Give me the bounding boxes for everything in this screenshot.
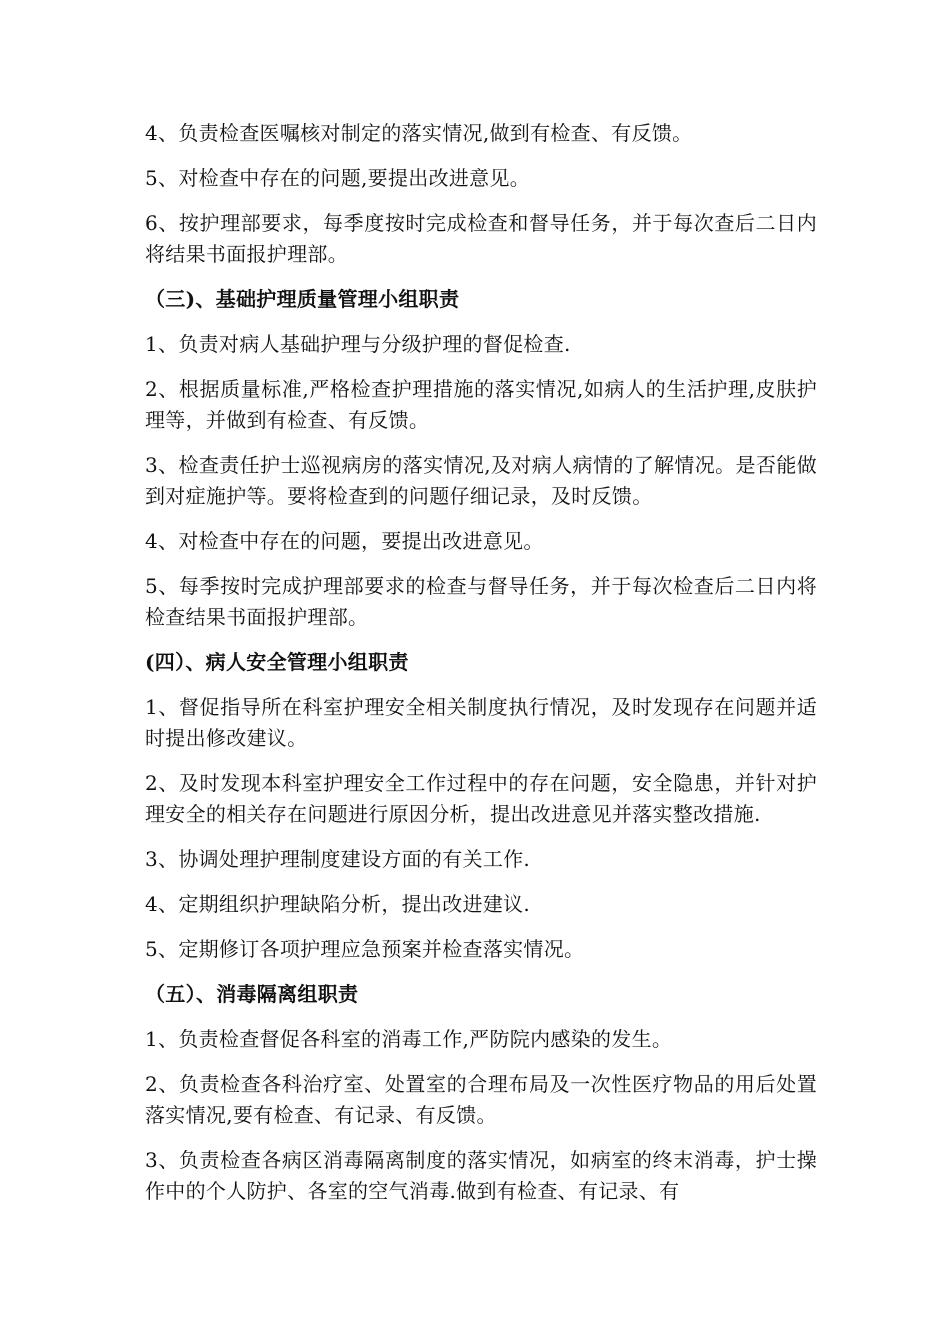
- paragraph: 4、负责检查医嘱核对制定的落实情况,做到有检查、有反馈。: [145, 121, 693, 145]
- paragraph: 3、负责检查各病区消毒隔离制度的落实情况，如病室的终末消毒，护士操作中的个人防护、各室的空气消毒.做到有检查、有记录、有: [145, 1148, 817, 1203]
- paragraph: 1、负责检查督促各科室的消毒工作,严防院内感染的发生。: [145, 1027, 673, 1051]
- paragraph: 4、定期组织护理缺陷分析，提出改进建议.: [145, 892, 531, 916]
- section-heading: （三)、基础护理质量管理小组职责: [145, 287, 460, 311]
- paragraph: 5、定期修订各项护理应急预案并检查落实情况。: [145, 937, 585, 961]
- paragraph: 4、对检查中存在的问题，要提出改进意见。: [145, 529, 544, 553]
- paragraph: 1、负责对病人基础护理与分级护理的督促检查.: [145, 332, 571, 356]
- paragraph: 5、每季按时完成护理部要求的检查与督导任务，并于每次检查后二日内将检查结果书面报护理部。: [145, 574, 817, 629]
- document-body: [145, 118, 817, 1221]
- paragraph: 3、检查责任护士巡视病房的落实情况,及对病人病情的了解情况。是否能做到对症施护等。要将检查到的问题仔细记录，及时反馈。: [145, 453, 817, 508]
- paragraph: 3、协调处理护理制度建设方面的有关工作.: [145, 847, 531, 871]
- paragraph: 2、负责检查各科治疗室、处置室的合理布局及一次性医疗物品的用后处置落实情况,要有检查、有记录、有反馈。: [145, 1072, 817, 1127]
- section-heading: （五）、消毒隔离组职责: [145, 982, 359, 1006]
- paragraph: 6、按护理部要求，每季度按时完成检查和督导任务，并于每次查后二日内将结果书面报护理部。: [145, 211, 817, 266]
- section-heading: (四）、病人安全管理小组职责: [145, 650, 409, 674]
- paragraph: 2、根据质量标准,严格检查护理措施的落实情况,如病人的生活护理,皮肤护理等，并做到有检查、有反馈。: [145, 377, 817, 432]
- paragraph: 1、督促指导所在科室护理安全相关制度执行情况，及时发现存在问题并适时提出修改建议。: [145, 695, 817, 750]
- paragraph: 2、及时发现本科室护理安全工作过程中的存在问题，安全隐患，并针对护理安全的相关存在问题进行原因分析，提出改进意见并落实整改措施.: [145, 771, 817, 826]
- paragraph: 5、对检查中存在的问题,要提出改进意见。: [145, 166, 531, 190]
